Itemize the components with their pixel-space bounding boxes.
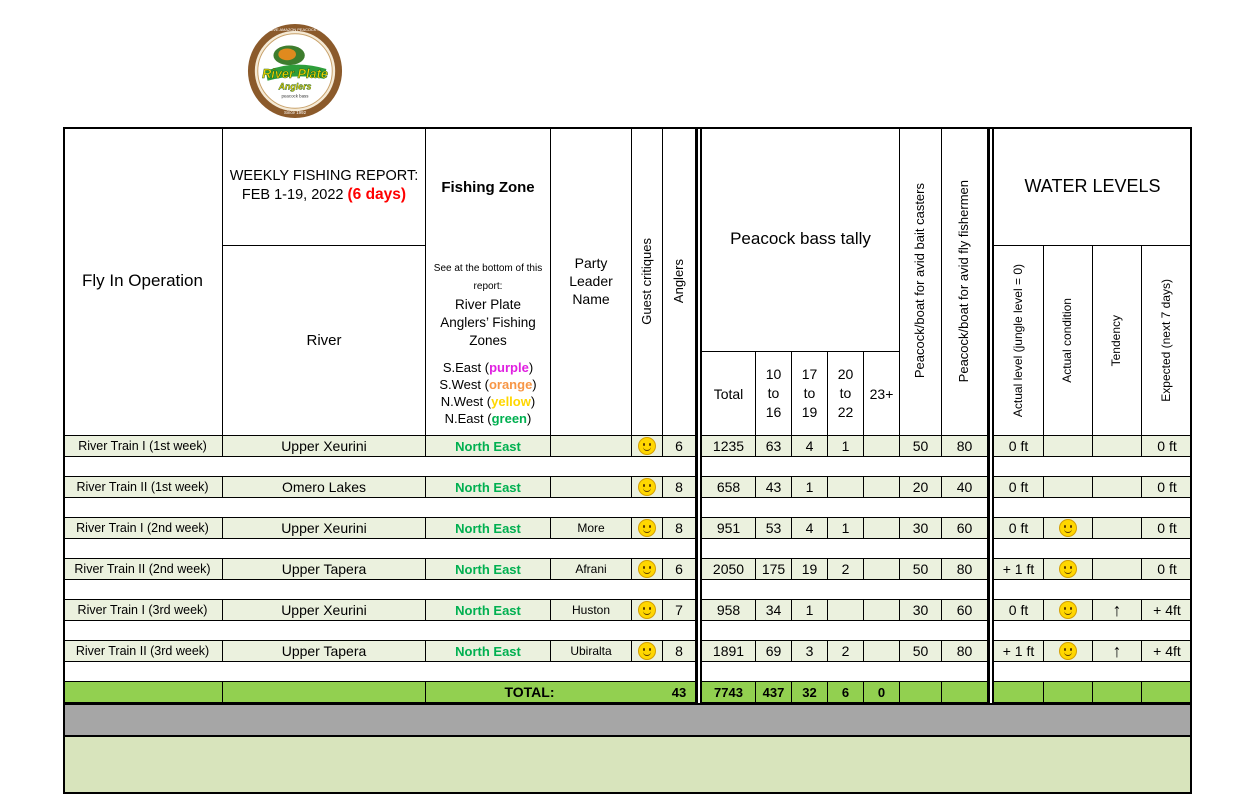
footer-band: [63, 737, 1192, 794]
total-cell-river: [223, 682, 426, 703]
row-6-tendency: ↑: [1093, 641, 1142, 662]
spacer-row-6: [702, 662, 988, 682]
row-4-op: River Train II (2nd week): [63, 559, 223, 580]
header-expected: Expected (next 7 days): [1142, 246, 1192, 436]
row-6-critique: [632, 641, 663, 662]
row-4-level: + 1 ft: [994, 559, 1044, 580]
row-5-b4: [864, 600, 900, 621]
row-5-tendency: ↑: [1093, 600, 1142, 621]
header-17-19: 17 to 19: [792, 352, 828, 436]
row-6-b1: 69: [756, 641, 792, 662]
total-10-16: 437: [756, 682, 792, 703]
row-2-river: Omero Lakes: [223, 477, 426, 498]
spacer-row-3: [702, 539, 988, 559]
spacer-row-2: [702, 498, 988, 518]
row-3-level: 0 ft: [994, 518, 1044, 539]
row-1-fly: 80: [942, 436, 988, 457]
spacer-row-4: [994, 580, 1192, 600]
row-4-total: 2050: [702, 559, 756, 580]
zone-purple: purple: [489, 359, 529, 375]
row-3-b2: 4: [792, 518, 828, 539]
row-5-bait: 30: [900, 600, 942, 621]
row-1-op: River Train I (1st week): [63, 436, 223, 457]
header-anglers: Anglers: [663, 127, 696, 436]
row-6-river: Upper Tapera: [223, 641, 426, 662]
row-6-expected: + 4ft: [1142, 641, 1192, 662]
row-5-level: 0 ft: [994, 600, 1044, 621]
row-2-level: 0 ft: [994, 477, 1044, 498]
row-6-leader: Ubiralta: [551, 641, 632, 662]
row-1-level: 0 ft: [994, 436, 1044, 457]
header-actual-level: Actual level (jungle level = 0): [994, 246, 1044, 436]
row-5-leader: Huston: [551, 600, 632, 621]
row-3-leader: More: [551, 518, 632, 539]
zone-orange: orange: [488, 376, 533, 392]
row-4-bait: 50: [900, 559, 942, 580]
total-anglers: 43: [663, 682, 696, 703]
row-3-b1: 53: [756, 518, 792, 539]
row-2-b1: 43: [756, 477, 792, 498]
row-6-level: + 1 ft: [994, 641, 1044, 662]
row-4-expected: 0 ft: [1142, 559, 1192, 580]
row-3-anglers: 8: [663, 518, 696, 539]
row-2-expected: 0 ft: [1142, 477, 1192, 498]
header-actual-condition: Actual condition: [1044, 246, 1093, 436]
logo-since: Since 1992: [283, 110, 307, 116]
row-5-anglers: 7: [663, 600, 696, 621]
smiley-icon: [638, 437, 656, 455]
row-4-anglers: 6: [663, 559, 696, 580]
row-3-b4: [864, 518, 900, 539]
row-5-zone: North East: [426, 600, 551, 621]
row-5-fly: 60: [942, 600, 988, 621]
row-2-leader: [551, 477, 632, 498]
spacer-row-1: [63, 457, 696, 477]
spacer-row-3: [63, 539, 696, 559]
header-total: Total: [702, 352, 756, 436]
row-3-critique: [632, 518, 663, 539]
header-23plus: 23+: [864, 352, 900, 436]
row-4-b4: [864, 559, 900, 580]
report-days: (6 days): [347, 186, 407, 204]
smiley-icon: [1059, 642, 1077, 660]
smiley-icon: [638, 601, 656, 619]
row-1-river: Upper Xeurini: [223, 436, 426, 457]
smiley-icon: [638, 642, 656, 660]
total-cell-level: [994, 682, 1044, 703]
row-4-zone: North East: [426, 559, 551, 580]
row-2-critique: [632, 477, 663, 498]
row-6-condition: [1044, 641, 1093, 662]
header-fly: Peacock/boat for avid fly fishermen: [942, 127, 988, 436]
smiley-icon: [638, 560, 656, 578]
spacer-row-3: [994, 539, 1192, 559]
row-3-bait: 30: [900, 518, 942, 539]
header-weekly-report: WEEKLY FISHING REPORT: FEB 1-19, 2022 (6 days): [223, 127, 426, 246]
logo-ring-text: EXCLUSIVE AMAZON PEACOCK FISHING: [256, 26, 334, 32]
separator-tally-left-b: [700, 127, 702, 703]
row-6-b2: 3: [792, 641, 828, 662]
spacer-row-4: [63, 580, 696, 600]
row-2-op: River Train II (1st week): [63, 477, 223, 498]
spacer-row-5: [63, 621, 696, 641]
row-4-leader: Afrani: [551, 559, 632, 580]
row-6-b3: 2: [828, 641, 864, 662]
row-2-b3: [828, 477, 864, 498]
separator-tally-left-a: [696, 127, 698, 703]
row-1-b2: 4: [792, 436, 828, 457]
spacer-row-4: [702, 580, 988, 600]
row-3-river: Upper Xeurini: [223, 518, 426, 539]
row-3-total: 951: [702, 518, 756, 539]
logo-tag: peacock bass: [281, 93, 309, 99]
row-5-op: River Train I (3rd week): [63, 600, 223, 621]
row-1-b4: [864, 436, 900, 457]
fishing-report-table: [63, 127, 1192, 794]
row-6-total: 1891: [702, 641, 756, 662]
row-3-b3: 1: [828, 518, 864, 539]
row-4-tendency: [1093, 559, 1142, 580]
row-2-condition: [1044, 477, 1093, 498]
row-1-tendency: [1093, 436, 1142, 457]
row-4-critique: [632, 559, 663, 580]
total-cell-condition: [1044, 682, 1093, 703]
row-3-fly: 60: [942, 518, 988, 539]
separator-water-left-b: [992, 127, 994, 703]
header-bait: Peacock/boat for avid bait casters: [900, 127, 942, 436]
row-4-b1: 175: [756, 559, 792, 580]
row-1-b3: 1: [828, 436, 864, 457]
smiley-icon: [638, 519, 656, 537]
row-5-condition: [1044, 600, 1093, 621]
smiley-icon: [1059, 560, 1077, 578]
total-cell-tendency: [1093, 682, 1142, 703]
smiley-icon: [1059, 601, 1077, 619]
header-guest-critiques: Guest critiques: [632, 127, 663, 436]
spacer-row-5: [994, 621, 1192, 641]
spacer-row-5: [702, 621, 988, 641]
logo-sub: Anglers: [278, 81, 312, 92]
river-plate-anglers-logo: [246, 22, 344, 120]
row-6-anglers: 8: [663, 641, 696, 662]
row-4-fly: 80: [942, 559, 988, 580]
row-4-river: Upper Tapera: [223, 559, 426, 580]
row-5-expected: + 4ft: [1142, 600, 1192, 621]
row-2-tendency: [1093, 477, 1142, 498]
total-label: TOTAL:: [426, 682, 663, 703]
header-10-16: 10 to 16: [756, 352, 792, 436]
header-tally: Peacock bass tally: [702, 127, 900, 352]
header-river: River: [223, 246, 426, 436]
row-2-zone: North East: [426, 477, 551, 498]
row-5-critique: [632, 600, 663, 621]
zone-yellow: yellow: [491, 393, 531, 409]
row-1-bait: 50: [900, 436, 942, 457]
row-1-expected: 0 ft: [1142, 436, 1192, 457]
row-4-b3: 2: [828, 559, 864, 580]
row-2-bait: 20: [900, 477, 942, 498]
separator-water-left-a: [988, 127, 990, 703]
row-1-b1: 63: [756, 436, 792, 457]
row-5-total: 958: [702, 600, 756, 621]
row-4-b2: 19: [792, 559, 828, 580]
row-6-fly: 80: [942, 641, 988, 662]
total-cell-expected: [1142, 682, 1192, 703]
row-1-critique: [632, 436, 663, 457]
row-3-expected: 0 ft: [1142, 518, 1192, 539]
header-party-leader: Party Leader Name: [551, 127, 632, 436]
row-5-river: Upper Xeurini: [223, 600, 426, 621]
header-20-22: 20 to 22: [828, 352, 864, 436]
spacer-row-2: [994, 498, 1192, 518]
row-5-b3: [828, 600, 864, 621]
row-1-total: 1235: [702, 436, 756, 457]
spacer-row-1: [994, 457, 1192, 477]
row-1-condition: [1044, 436, 1093, 457]
zone-green: green: [491, 410, 527, 426]
row-6-bait: 50: [900, 641, 942, 662]
row-3-op: River Train I (2nd week): [63, 518, 223, 539]
row-4-condition: [1044, 559, 1093, 580]
row-5-b1: 34: [756, 600, 792, 621]
row-2-anglers: 8: [663, 477, 696, 498]
row-3-tendency: [1093, 518, 1142, 539]
smiley-icon: [638, 478, 656, 496]
total-cell-fly: [942, 682, 988, 703]
spacer-row-2: [63, 498, 696, 518]
total-17-19: 32: [792, 682, 828, 703]
total-cell-bait: [900, 682, 942, 703]
total-catch: 7743: [702, 682, 756, 703]
header-fishing-zone: Fishing Zone: [426, 127, 551, 246]
smiley-icon: [1059, 519, 1077, 537]
header-fly-in: Fly In Operation: [63, 127, 223, 436]
spacer-row-6: [63, 662, 696, 682]
total-23plus: 0: [864, 682, 900, 703]
row-1-anglers: 6: [663, 436, 696, 457]
row-5-b2: 1: [792, 600, 828, 621]
row-2-fly: 40: [942, 477, 988, 498]
row-1-zone: North East: [426, 436, 551, 457]
header-tendency: Tendency: [1093, 246, 1142, 436]
zone-legend: See at the bottom of this report: River Plate Anglers’ Fishing Zones S.East (purple) S.West (orange) N.West (yellow) N.East (green): [426, 246, 551, 436]
header-water-levels: WATER LEVELS: [994, 127, 1192, 246]
row-6-b4: [864, 641, 900, 662]
spacer-row-6: [994, 662, 1192, 682]
row-2-total: 658: [702, 477, 756, 498]
total-20-22: 6: [828, 682, 864, 703]
row-2-b2: 1: [792, 477, 828, 498]
grey-band: [63, 703, 1192, 737]
row-3-condition: [1044, 518, 1093, 539]
row-1-leader: [551, 436, 632, 457]
row-6-op: River Train II (3rd week): [63, 641, 223, 662]
spacer-row-1: [702, 457, 988, 477]
row-6-zone: North East: [426, 641, 551, 662]
total-cell-op: [63, 682, 223, 703]
logo-name: River Plate: [262, 65, 328, 81]
row-2-b4: [864, 477, 900, 498]
row-3-zone: North East: [426, 518, 551, 539]
